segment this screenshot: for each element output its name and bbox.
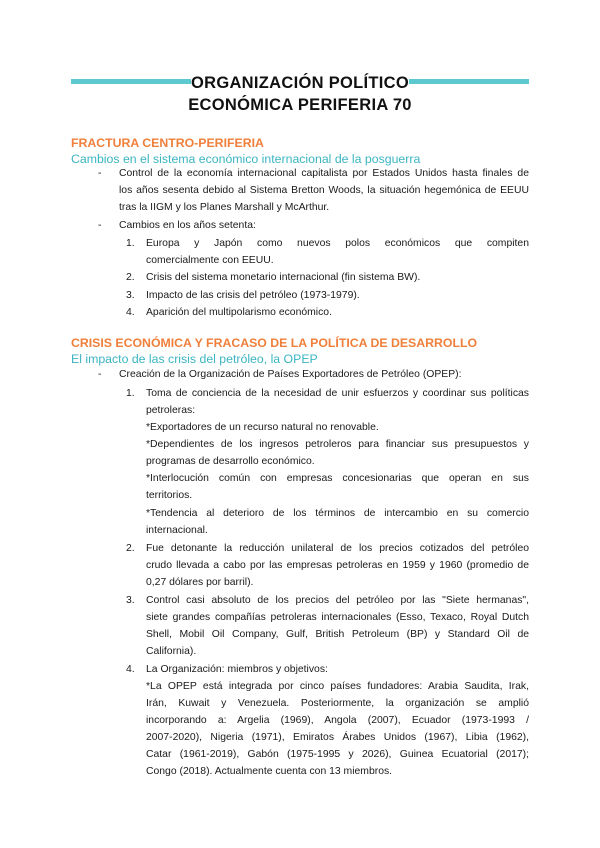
list-number: 2. xyxy=(126,272,135,283)
bullet-dash: - xyxy=(98,168,102,179)
list-number: 1. xyxy=(126,238,135,249)
list-item-line: Catar (1961-2019), Gabón (1975-1995 y 2026), Guinea Ecuatorial (2017); xyxy=(146,749,529,760)
list-item-line: petroleras: xyxy=(146,405,196,416)
section-subheading-opep: El impacto de las crisis del petróleo, la OPEP xyxy=(71,352,318,366)
list-number: 3. xyxy=(126,290,135,301)
list-item-line: Shell, Mobil Oil Company, Gulf, British Petroleum (BP) y Standard Oil de xyxy=(146,629,529,640)
page-title-line-1: ORGANIZACIÓN POLÍTICO xyxy=(190,74,410,92)
list-item-line: incorporando a: Argelia (1969), Angola (2007), Ecuador (1973-1993 / xyxy=(146,715,529,726)
paragraph-line: Creación de la Organización de Países Exportadores de Petróleo (OPEP): xyxy=(119,369,462,380)
paragraph-line: los años sesenta debido al Sistema Bretton Woods, la situación hegemónica de EEUU xyxy=(119,185,529,196)
list-item-line: Europa y Japón como nuevos polos económicos que compiten xyxy=(146,238,529,249)
list-item-line: comercialmente con EEUU. xyxy=(146,255,274,266)
list-number: 1. xyxy=(126,388,135,399)
list-item-line: *La OPEP está integrada por cinco países fundadores: Arabia Saudita, Irak, xyxy=(146,681,529,692)
list-item-line: 2007-2020), Nigeria (1971), Emiratos Árabes Unidos (1967), Libia (1962), xyxy=(146,732,529,743)
list-item-line: 0,27 dólares por barril). xyxy=(146,577,254,588)
list-item-line: *Exportadores de un recurso natural no renovable. xyxy=(146,422,379,433)
bullet-dash: - xyxy=(98,220,102,231)
list-item-line: Aparición del multipolarismo económico. xyxy=(146,307,332,318)
list-item-line: Impacto de las crisis del petróleo (1973-1979). xyxy=(146,290,360,301)
list-item-line: crudo llevada a cabo por las empresas petroleras en 1959 y 1960 (promedio de xyxy=(146,560,529,571)
list-item-line: internacional. xyxy=(146,525,208,536)
list-item-line: Irán, Kuwait y Venezuela. Posteriormente, la organización se amplió xyxy=(146,698,529,709)
list-item-line: *Tendencia al deterioro de los términos de intercambio en su comercio xyxy=(146,508,529,519)
list-number: 4. xyxy=(126,664,135,675)
bullet-dash: - xyxy=(98,369,102,380)
paragraph-line: Cambios en los años setenta: xyxy=(119,220,256,231)
paragraph-line: Control de la economía internacional capitalista por Estados Unidos hasta finales de xyxy=(119,168,529,179)
list-item-line: Fue detonante la reducción unilateral de los precios cotizados del petróleo xyxy=(146,543,529,554)
section-heading-fractura: FRACTURA CENTRO-PERIFERIA xyxy=(71,136,264,150)
list-number: 4. xyxy=(126,307,135,318)
list-item-line: California). xyxy=(146,646,197,657)
section-subheading-cambios: Cambios en el sistema económico internacional de la posguerra xyxy=(71,152,421,166)
list-item-line: *Dependientes de los ingresos petroleros para financiar sus presupuestos y xyxy=(146,439,529,450)
page-title-line-2: ECONÓMICA PERIFERIA 70 xyxy=(188,96,412,114)
section-heading-crisis: CRISIS ECONÓMICA Y FRACASO DE LA POLÍTICA DE DESARROLLO xyxy=(71,336,478,350)
list-number: 3. xyxy=(126,595,135,606)
list-item-line: siete grandes compañías petroleras internacionales (Esso, Texaco, Royal Dutch xyxy=(146,612,529,623)
list-item-line: *Interlocución común con empresas concesionarias que operan en sus xyxy=(146,473,529,484)
list-item-line: La Organización: miembros y objetivos: xyxy=(146,664,328,675)
list-item-line: Toma de conciencia de la necesidad de unir esfuerzos y coordinar sus políticas xyxy=(146,388,529,399)
list-item-line: programas de desarrollo económico. xyxy=(146,456,315,467)
list-number: 2. xyxy=(126,543,135,554)
paragraph-line: tras la IIGM y los Planes Marshall y McArthur. xyxy=(119,202,330,213)
list-item-line: Control casi absoluto de los precios del petróleo por las "Siete hermanas", xyxy=(146,595,529,606)
list-item-line: Congo (2018). Actualmente cuenta con 13 miembros. xyxy=(146,766,393,777)
list-item-line: Crisis del sistema monetario internacional (fin sistema BW). xyxy=(146,272,421,283)
list-item-line: territorios. xyxy=(146,490,193,501)
